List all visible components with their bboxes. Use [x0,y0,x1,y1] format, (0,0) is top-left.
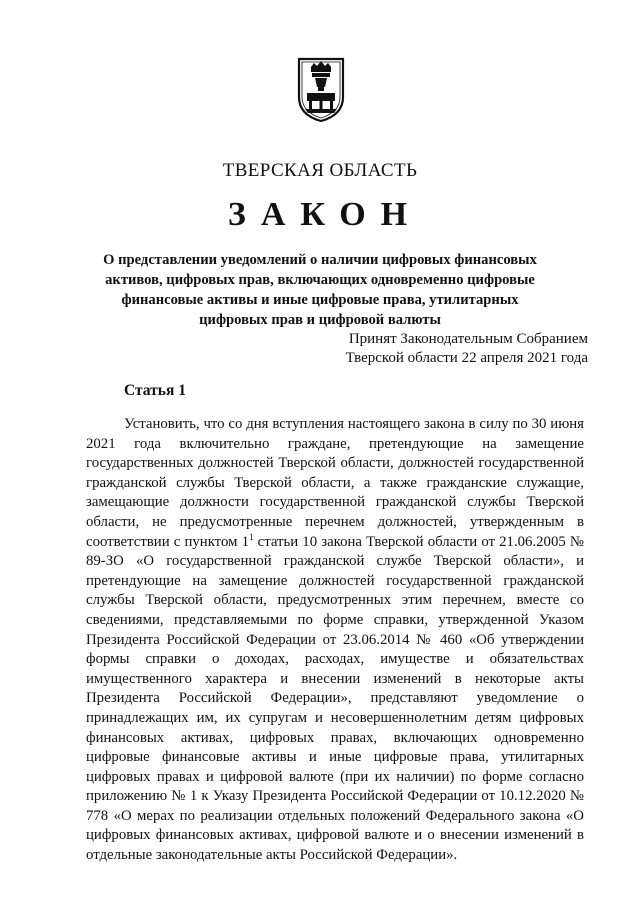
footnote-superscript: 1 [248,531,254,542]
region-name: ТВЕРСКАЯ ОБЛАСТЬ [222,160,418,181]
law-subject: О представлении уведомлений о наличии цифровых финансовых активов, цифровых прав, включающих одновременно цифровые финансовые активы и иные цифровые права, утилитарных цифровых прав и цифровой валюты [103,252,537,328]
adoption-note [346,330,588,368]
document-title: ЗАКОН [227,196,423,233]
article-text-part-2: статьи 10 закона Тверской области от 21.06.2005 № 89-ЗО «О государственной гражданской службе Тверской области», и претендующие на замещение должностей государственной гражданской службы Тверской области, предусмотренных этим перечнем, вместе со сведениями, представляемыми по форме справки, утвержденной Указом Президента Российской Федерации от 23.06.2014 № 460 «Об утверждении формы справки о доходах, расходах, имуществе и обязательствах имущественного характера и внесении изменений в некоторые акты Президента Российской Федерации», представляют уведомление о принадлежащих им, их супругам и несовершеннолетним детям цифровых финансовых активах, цифровых правах, включающих одновременно цифровые финансовые активы и иные цифровые права, утилитарных цифровых правах и цифровой валюте (при их наличии) по форме согласно приложению № 1 к Указу Президента Российской Федерации от 10.12.2020 № 778 «О мерах по реализации отдельных положений Федерального закона «О цифровых финансовых активах, цифровой валюте и о внесении изменений в отдельные законодательные акты Российской Федерации». [86,533,585,864]
article-text-part-1: Установить, что со дня вступления настоящего закона в силу по 30 июня 2021 года включительно граждане, претендующие на замещение государственных должностей Тверской области, должностей государственной гражданской службы Тверской области, а также гражданские служащие, замещающие должности государственной гражданской службы Тверской области, не предусмотренные перечнем должностей, утвержденным в соответствии с пунктом 1 [86,416,584,550]
adoption-line-2: Тверской области 22 апреля 2021 года [345,350,588,366]
article-heading: Статья 1 [124,382,186,399]
adoption-line-1: Принят Законодательным Собранием [348,331,588,347]
tver-coat-of-arms-icon [297,57,345,123]
article-body [86,415,584,866]
